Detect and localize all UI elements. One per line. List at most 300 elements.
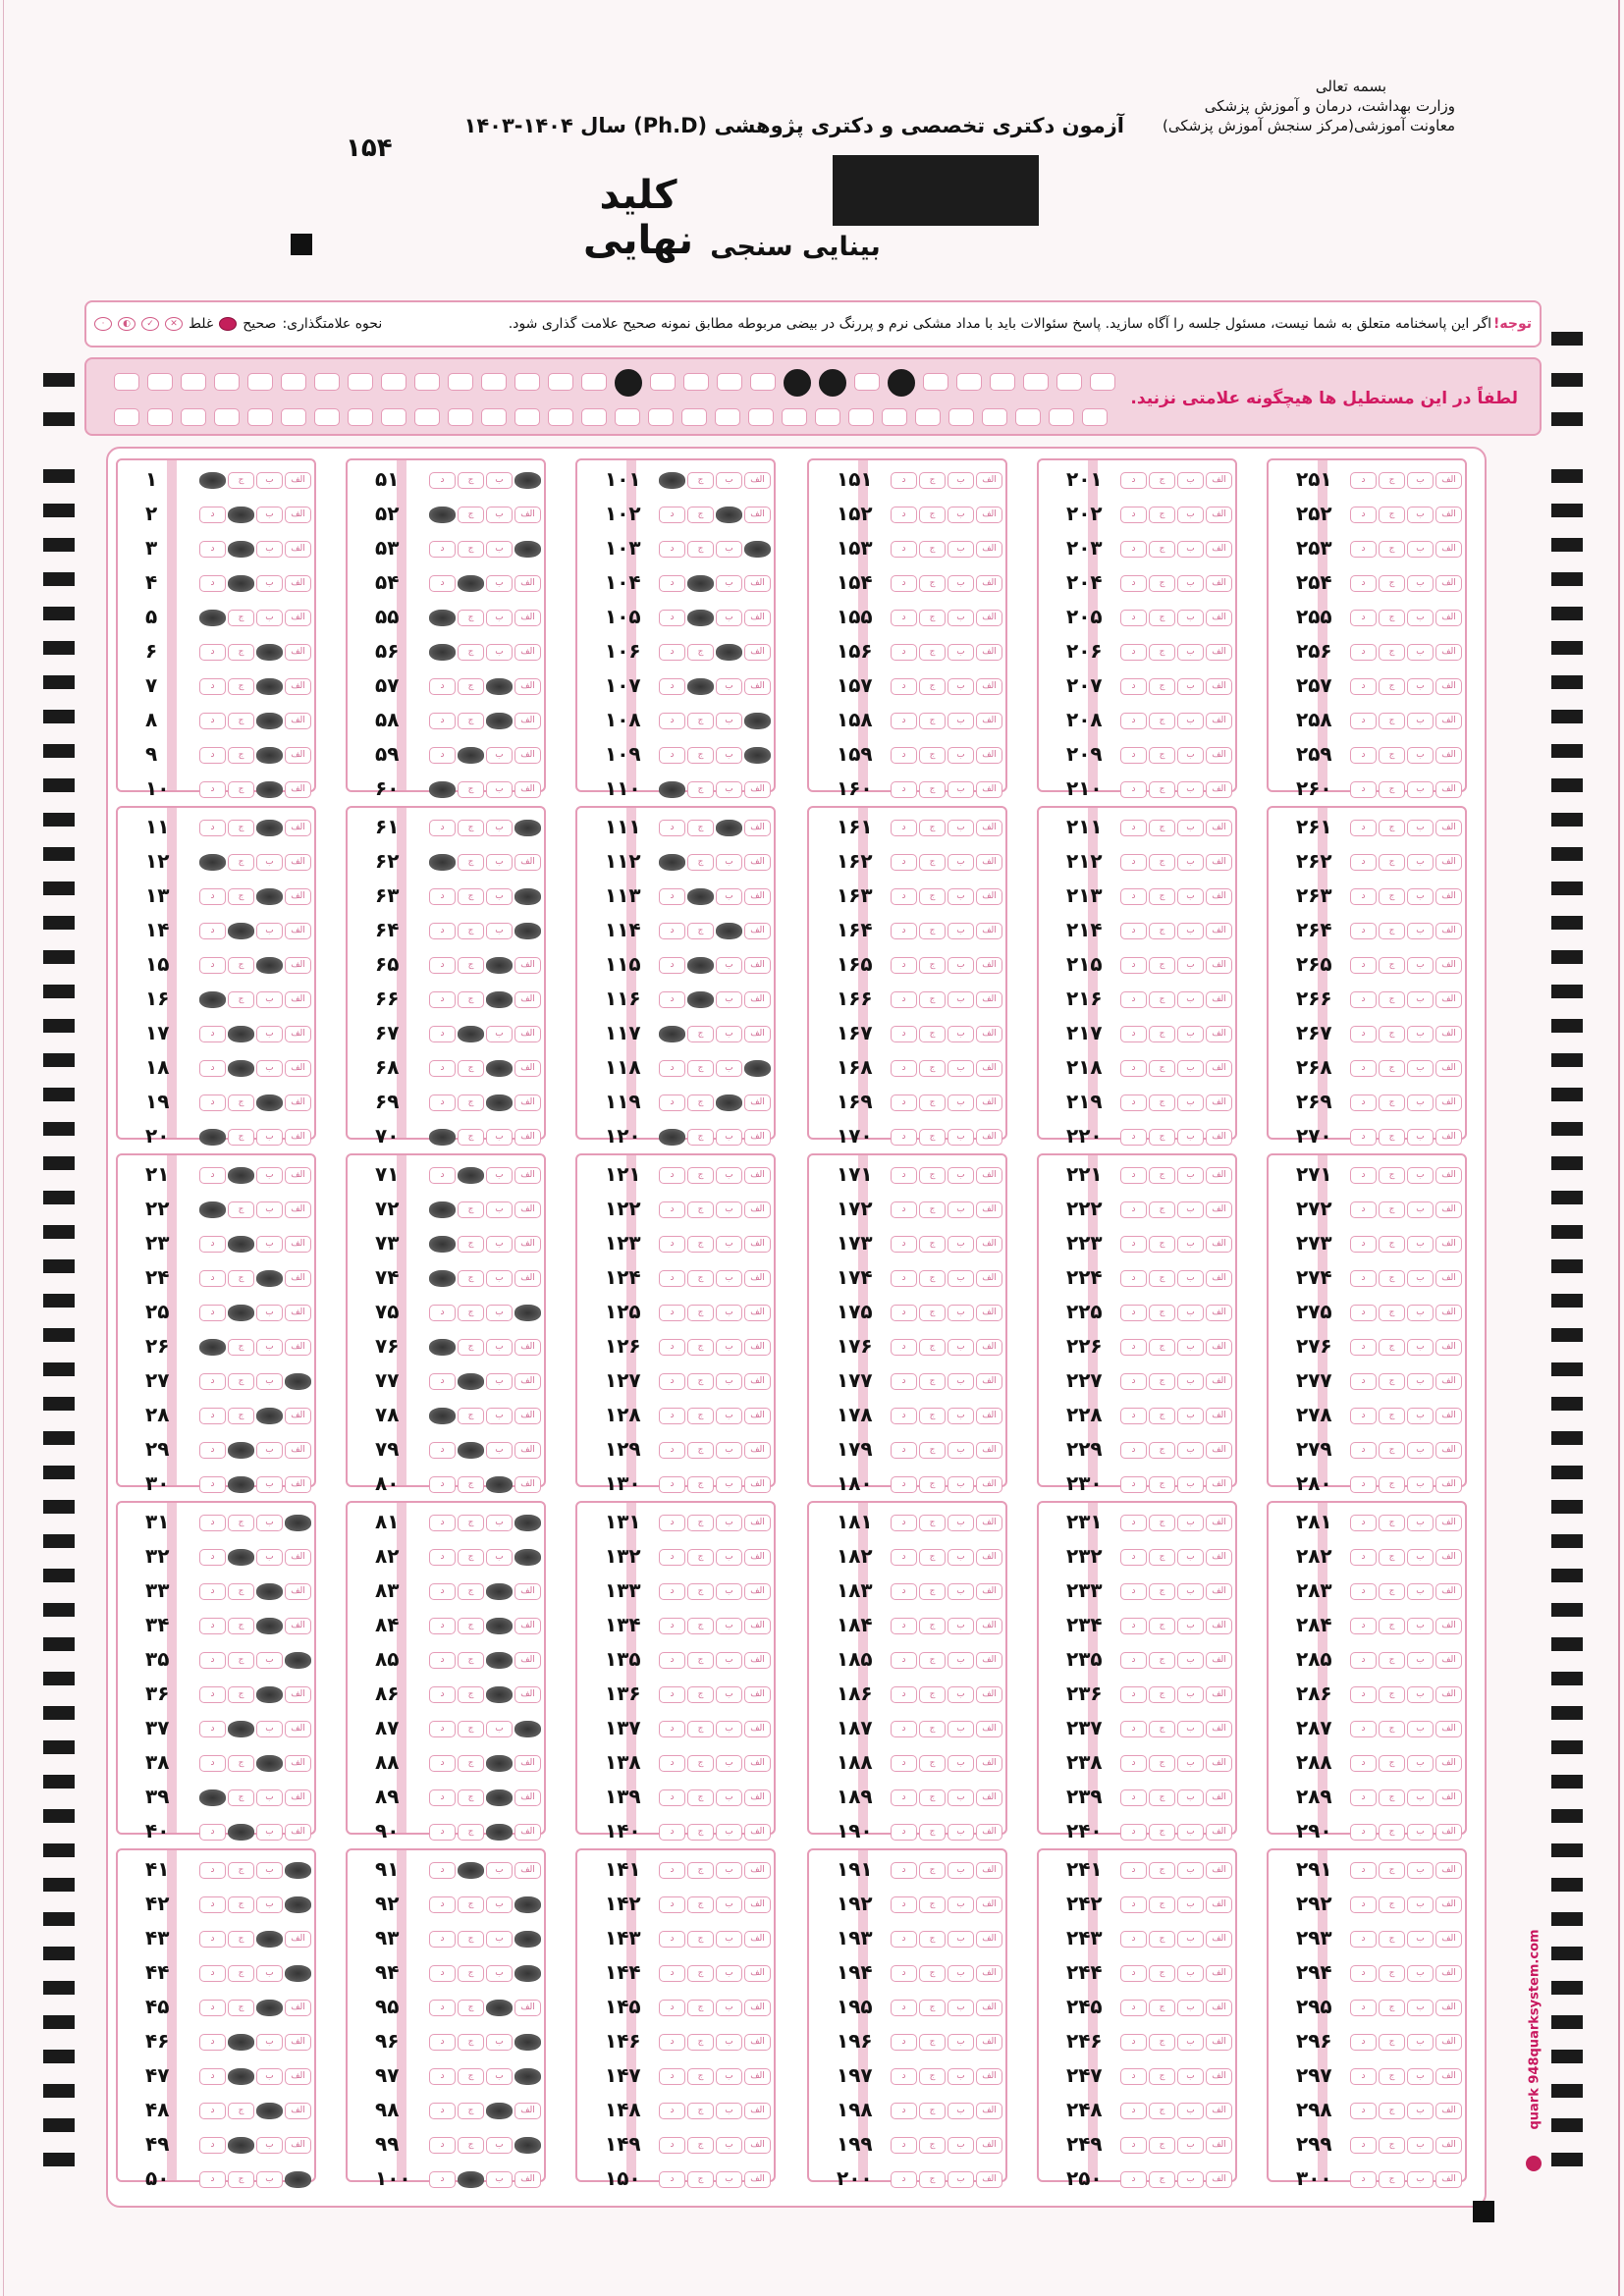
answer-bubble[interactable]: ج <box>1379 2034 1405 2051</box>
answer-bubble[interactable]: الف <box>514 1270 541 1287</box>
answer-bubble[interactable]: د <box>891 781 917 798</box>
answer-bubble[interactable]: ج <box>458 1270 484 1287</box>
answer-bubble[interactable]: ج <box>687 1305 714 1321</box>
answer-bubble[interactable]: ج <box>228 2171 254 2188</box>
answer-bubble[interactable]: ب <box>716 1931 742 1948</box>
answer-bubble[interactable]: د <box>891 1965 917 1982</box>
answer-bubble[interactable]: ب <box>947 472 974 489</box>
answer-bubble[interactable]: ج <box>687 1442 714 1459</box>
answer-bubble[interactable]: ج <box>228 854 254 871</box>
answer-bubble[interactable]: الف <box>744 991 771 1008</box>
answer-bubble[interactable]: ج <box>458 1652 484 1669</box>
answer-bubble[interactable] <box>256 1583 283 1600</box>
answer-bubble[interactable]: د <box>659 644 685 661</box>
answer-bubble[interactable]: ج <box>919 1201 946 1218</box>
answer-bubble[interactable]: ج <box>1379 713 1405 729</box>
answer-bubble[interactable]: ب <box>256 1060 283 1077</box>
answer-bubble[interactable]: الف <box>976 1167 1002 1184</box>
answer-bubble[interactable] <box>514 541 541 558</box>
answer-bubble[interactable]: د <box>891 1824 917 1841</box>
answer-bubble[interactable]: د <box>1350 507 1377 523</box>
answer-bubble[interactable]: ج <box>1379 1408 1405 1424</box>
answer-bubble[interactable]: الف <box>976 1686 1002 1703</box>
answer-bubble[interactable]: ج <box>919 575 946 592</box>
answer-bubble[interactable]: ج <box>1149 1373 1175 1390</box>
answer-bubble[interactable]: الف <box>976 923 1002 939</box>
answer-bubble[interactable]: ب <box>947 1862 974 1879</box>
answer-bubble[interactable] <box>228 1236 254 1253</box>
answer-bubble[interactable]: ج <box>228 1618 254 1634</box>
answer-bubble[interactable]: ب <box>1177 1305 1204 1321</box>
answer-bubble[interactable]: د <box>429 991 456 1008</box>
answer-bubble[interactable]: ب <box>256 2034 283 2051</box>
answer-bubble[interactable]: ب <box>716 888 742 905</box>
answer-bubble[interactable]: الف <box>514 678 541 695</box>
answer-bubble[interactable]: ج <box>919 1965 946 1982</box>
answer-bubble[interactable]: ب <box>486 507 513 523</box>
answer-bubble[interactable]: الف <box>744 1201 771 1218</box>
answer-bubble[interactable]: ج <box>687 1129 714 1146</box>
answer-bubble[interactable]: ب <box>1177 1515 1204 1531</box>
answer-bubble[interactable]: د <box>199 1095 226 1111</box>
answer-bubble[interactable]: د <box>429 2068 456 2085</box>
answer-bubble[interactable]: د <box>1350 1652 1377 1669</box>
answer-bubble[interactable]: د <box>891 1515 917 1531</box>
answer-bubble[interactable]: ج <box>228 1201 254 1218</box>
answer-bubble[interactable]: ج <box>1149 713 1175 729</box>
answer-bubble[interactable] <box>486 1789 513 1806</box>
answer-bubble[interactable]: ب <box>486 575 513 592</box>
answer-bubble[interactable]: د <box>429 1305 456 1321</box>
answer-bubble[interactable]: د <box>1120 678 1147 695</box>
answer-bubble[interactable]: د <box>429 575 456 592</box>
answer-bubble[interactable]: ج <box>687 1270 714 1287</box>
answer-bubble[interactable]: الف <box>976 1129 1002 1146</box>
answer-bubble[interactable]: ب <box>1177 575 1204 592</box>
answer-bubble[interactable]: ب <box>256 1476 283 1493</box>
answer-bubble[interactable]: ج <box>1149 957 1175 974</box>
answer-bubble[interactable]: ج <box>687 1236 714 1253</box>
answer-bubble[interactable]: ج <box>228 957 254 974</box>
answer-bubble[interactable]: ب <box>486 1167 513 1184</box>
answer-bubble[interactable] <box>486 1686 513 1703</box>
answer-bubble[interactable]: ج <box>1149 678 1175 695</box>
answer-bubble[interactable]: ج <box>1379 1965 1405 1982</box>
answer-bubble[interactable]: الف <box>744 1896 771 1913</box>
answer-bubble[interactable]: ج <box>1379 2171 1405 2188</box>
answer-bubble[interactable]: ج <box>687 1824 714 1841</box>
answer-bubble[interactable]: د <box>659 1896 685 1913</box>
answer-bubble[interactable]: د <box>659 1721 685 1737</box>
answer-bubble[interactable]: ب <box>1177 1965 1204 1982</box>
answer-bubble[interactable]: ب <box>1177 1339 1204 1356</box>
answer-bubble[interactable]: ب <box>947 575 974 592</box>
answer-bubble[interactable]: د <box>891 472 917 489</box>
answer-bubble[interactable]: ج <box>687 1339 714 1356</box>
answer-bubble[interactable] <box>486 1618 513 1634</box>
answer-bubble[interactable]: الف <box>976 2034 1002 2051</box>
answer-bubble[interactable]: الف <box>1206 2068 1232 2085</box>
answer-bubble[interactable]: ب <box>1407 2034 1434 2051</box>
answer-bubble[interactable]: د <box>429 1549 456 1566</box>
answer-bubble[interactable]: د <box>1120 1026 1147 1042</box>
answer-bubble[interactable]: ج <box>228 1515 254 1531</box>
answer-bubble[interactable]: ب <box>256 1789 283 1806</box>
answer-bubble[interactable]: ج <box>1149 1167 1175 1184</box>
answer-bubble[interactable]: ج <box>228 1652 254 1669</box>
answer-bubble[interactable]: د <box>199 1896 226 1913</box>
answer-bubble[interactable]: الف <box>1206 1896 1232 1913</box>
answer-bubble[interactable]: ب <box>716 854 742 871</box>
answer-bubble[interactable]: ب <box>486 1965 513 1982</box>
answer-bubble[interactable]: د <box>891 610 917 626</box>
answer-bubble[interactable]: د <box>1350 1824 1377 1841</box>
answer-bubble[interactable]: ج <box>1149 1652 1175 1669</box>
answer-bubble[interactable]: الف <box>285 1686 311 1703</box>
answer-bubble[interactable]: الف <box>285 1305 311 1321</box>
answer-bubble[interactable] <box>199 610 226 626</box>
answer-bubble[interactable]: ب <box>1407 1618 1434 1634</box>
answer-bubble[interactable]: د <box>659 957 685 974</box>
answer-bubble[interactable]: د <box>659 541 685 558</box>
answer-bubble[interactable]: الف <box>744 575 771 592</box>
answer-bubble[interactable]: الف <box>744 1305 771 1321</box>
answer-bubble[interactable]: ج <box>458 1339 484 1356</box>
answer-bubble[interactable]: ب <box>947 610 974 626</box>
answer-bubble[interactable]: الف <box>1206 1129 1232 1146</box>
answer-bubble[interactable]: د <box>1120 1129 1147 1146</box>
answer-bubble[interactable]: الف <box>514 575 541 592</box>
answer-bubble[interactable] <box>256 678 283 695</box>
answer-bubble[interactable]: ج <box>1379 575 1405 592</box>
answer-bubble[interactable]: د <box>199 1583 226 1600</box>
answer-bubble[interactable]: د <box>1350 747 1377 764</box>
answer-bubble[interactable]: د <box>1350 610 1377 626</box>
answer-bubble[interactable]: د <box>659 1060 685 1077</box>
answer-bubble[interactable]: د <box>1350 1755 1377 1772</box>
answer-bubble[interactable]: الف <box>1435 1789 1462 1806</box>
answer-bubble[interactable] <box>256 1931 283 1948</box>
answer-bubble[interactable]: د <box>891 1896 917 1913</box>
answer-bubble[interactable]: الف <box>1206 644 1232 661</box>
answer-bubble[interactable]: د <box>199 1618 226 1634</box>
answer-bubble[interactable]: ب <box>1407 2000 1434 2016</box>
answer-bubble[interactable]: د <box>1350 1339 1377 1356</box>
answer-bubble[interactable] <box>228 923 254 939</box>
answer-bubble[interactable]: د <box>199 1862 226 1879</box>
answer-bubble[interactable]: ب <box>947 1442 974 1459</box>
answer-bubble[interactable]: د <box>199 2068 226 2085</box>
answer-bubble[interactable]: الف <box>744 1339 771 1356</box>
answer-bubble[interactable]: الف <box>744 1618 771 1634</box>
answer-bubble[interactable]: ج <box>228 1129 254 1146</box>
answer-bubble[interactable]: الف <box>1206 1862 1232 1879</box>
answer-bubble[interactable]: الف <box>1435 1201 1462 1218</box>
answer-bubble[interactable]: الف <box>976 507 1002 523</box>
answer-bubble[interactable] <box>256 781 283 798</box>
answer-bubble[interactable]: ب <box>947 1095 974 1111</box>
answer-bubble[interactable]: ب <box>716 1618 742 1634</box>
answer-bubble[interactable]: د <box>1120 2034 1147 2051</box>
answer-bubble[interactable]: ج <box>1379 1129 1405 1146</box>
answer-bubble[interactable]: ب <box>716 575 742 592</box>
answer-bubble[interactable]: د <box>199 2137 226 2154</box>
answer-bubble[interactable]: الف <box>1206 1095 1232 1111</box>
answer-bubble[interactable] <box>256 1095 283 1111</box>
answer-bubble[interactable]: الف <box>1206 991 1232 1008</box>
answer-bubble[interactable]: د <box>429 1060 456 1077</box>
answer-bubble[interactable]: الف <box>514 1686 541 1703</box>
answer-bubble[interactable]: ب <box>1177 1129 1204 1146</box>
answer-bubble[interactable]: د <box>1350 1789 1377 1806</box>
answer-bubble[interactable]: ب <box>716 1652 742 1669</box>
answer-bubble[interactable]: الف <box>1206 1408 1232 1424</box>
answer-bubble[interactable]: د <box>429 1721 456 1737</box>
answer-bubble[interactable]: د <box>1350 1896 1377 1913</box>
answer-bubble[interactable]: د <box>199 1305 226 1321</box>
answer-bubble[interactable] <box>285 1515 311 1531</box>
answer-bubble[interactable]: الف <box>1435 507 1462 523</box>
answer-bubble[interactable]: ب <box>486 1515 513 1531</box>
answer-bubble[interactable]: د <box>199 888 226 905</box>
answer-bubble[interactable]: د <box>659 1824 685 1841</box>
answer-bubble[interactable]: الف <box>1435 1167 1462 1184</box>
answer-bubble[interactable]: الف <box>285 2034 311 2051</box>
answer-bubble[interactable]: د <box>1120 1652 1147 1669</box>
answer-bubble[interactable]: د <box>659 1476 685 1493</box>
answer-bubble[interactable]: ج <box>458 1896 484 1913</box>
answer-bubble[interactable]: ج <box>919 820 946 836</box>
answer-bubble[interactable]: ج <box>919 1476 946 1493</box>
answer-bubble[interactable]: ج <box>687 472 714 489</box>
answer-bubble[interactable] <box>514 888 541 905</box>
answer-bubble[interactable]: ب <box>1177 1270 1204 1287</box>
answer-bubble[interactable]: الف <box>976 1931 1002 1948</box>
answer-bubble[interactable]: ب <box>716 1476 742 1493</box>
answer-bubble[interactable]: ج <box>1149 747 1175 764</box>
answer-bubble[interactable] <box>429 1129 456 1146</box>
answer-bubble[interactable]: الف <box>1206 610 1232 626</box>
answer-bubble[interactable] <box>199 854 226 871</box>
answer-bubble[interactable]: ب <box>1177 2137 1204 2154</box>
answer-bubble[interactable]: ب <box>947 991 974 1008</box>
answer-bubble[interactable]: الف <box>1206 472 1232 489</box>
answer-bubble[interactable]: ب <box>256 541 283 558</box>
answer-bubble[interactable]: د <box>891 1129 917 1146</box>
answer-bubble[interactable]: د <box>659 1305 685 1321</box>
answer-bubble[interactable]: الف <box>1206 1965 1232 1982</box>
answer-bubble[interactable]: ب <box>1177 1408 1204 1424</box>
answer-bubble[interactable]: الف <box>514 991 541 1008</box>
answer-bubble[interactable]: الف <box>744 610 771 626</box>
answer-bubble[interactable]: ج <box>687 781 714 798</box>
answer-bubble[interactable]: الف <box>1435 1686 1462 1703</box>
answer-bubble[interactable]: د <box>659 1583 685 1600</box>
answer-bubble[interactable]: الف <box>976 1515 1002 1531</box>
answer-bubble[interactable]: الف <box>285 1167 311 1184</box>
answer-bubble[interactable]: ج <box>458 1305 484 1321</box>
answer-bubble[interactable]: د <box>1350 2034 1377 2051</box>
answer-bubble[interactable]: ج <box>228 678 254 695</box>
answer-bubble[interactable] <box>486 2000 513 2016</box>
answer-bubble[interactable]: الف <box>744 957 771 974</box>
answer-bubble[interactable]: الف <box>1206 747 1232 764</box>
answer-bubble[interactable]: ج <box>1379 1931 1405 1948</box>
answer-bubble[interactable]: الف <box>285 2000 311 2016</box>
answer-bubble[interactable]: د <box>1120 1862 1147 1879</box>
answer-bubble[interactable]: ب <box>486 644 513 661</box>
answer-bubble[interactable]: د <box>891 1931 917 1948</box>
answer-bubble[interactable]: ب <box>256 1167 283 1184</box>
answer-bubble[interactable]: ب <box>486 1721 513 1737</box>
answer-bubble[interactable]: ج <box>228 781 254 798</box>
answer-bubble[interactable]: د <box>891 1270 917 1287</box>
answer-bubble[interactable]: ب <box>1407 1583 1434 1600</box>
answer-bubble[interactable]: ج <box>1379 1167 1405 1184</box>
answer-bubble[interactable]: د <box>1120 1931 1147 1948</box>
answer-bubble[interactable]: ج <box>919 1236 946 1253</box>
answer-bubble[interactable]: الف <box>1206 541 1232 558</box>
answer-bubble[interactable]: ب <box>1407 1236 1434 1253</box>
answer-bubble[interactable]: د <box>1350 1408 1377 1424</box>
answer-bubble[interactable]: د <box>1120 1965 1147 1982</box>
answer-bubble[interactable]: الف <box>1206 820 1232 836</box>
answer-bubble[interactable]: ب <box>1407 1755 1434 1772</box>
answer-bubble[interactable]: الف <box>976 2171 1002 2188</box>
answer-bubble[interactable]: ج <box>919 1824 946 1841</box>
answer-bubble[interactable]: ج <box>1149 1896 1175 1913</box>
answer-bubble[interactable]: ب <box>947 713 974 729</box>
answer-bubble[interactable]: الف <box>1206 1270 1232 1287</box>
answer-bubble[interactable]: د <box>199 957 226 974</box>
answer-bubble[interactable]: د <box>1120 781 1147 798</box>
answer-bubble[interactable]: ج <box>458 1686 484 1703</box>
answer-bubble[interactable]: الف <box>1435 2000 1462 2016</box>
answer-bubble[interactable]: ب <box>256 1129 283 1146</box>
answer-bubble[interactable]: ج <box>1149 2103 1175 2119</box>
answer-bubble[interactable]: ج <box>687 1095 714 1111</box>
answer-bubble[interactable]: ب <box>1407 1167 1434 1184</box>
answer-bubble[interactable] <box>514 472 541 489</box>
answer-bubble[interactable]: الف <box>285 1755 311 1772</box>
answer-bubble[interactable]: الف <box>976 2103 1002 2119</box>
answer-bubble[interactable]: د <box>1350 888 1377 905</box>
answer-bubble[interactable]: الف <box>976 1583 1002 1600</box>
answer-bubble[interactable]: ب <box>716 1236 742 1253</box>
answer-bubble[interactable]: الف <box>744 1236 771 1253</box>
answer-bubble[interactable]: ج <box>458 1931 484 1948</box>
answer-bubble[interactable]: الف <box>976 1305 1002 1321</box>
answer-bubble[interactable]: ب <box>1407 2137 1434 2154</box>
answer-bubble[interactable]: ج <box>1149 1339 1175 1356</box>
answer-bubble[interactable]: الف <box>514 1026 541 1042</box>
answer-bubble[interactable] <box>285 1373 311 1390</box>
answer-bubble[interactable]: ج <box>458 1789 484 1806</box>
answer-bubble[interactable]: الف <box>744 2171 771 2188</box>
answer-bubble[interactable]: ج <box>458 2137 484 2154</box>
answer-bubble[interactable]: الف <box>1435 1549 1462 1566</box>
answer-bubble[interactable]: ج <box>1149 541 1175 558</box>
answer-bubble[interactable] <box>514 1305 541 1321</box>
answer-bubble[interactable]: د <box>659 2171 685 2188</box>
answer-bubble[interactable]: ج <box>919 854 946 871</box>
answer-bubble[interactable]: ج <box>458 957 484 974</box>
answer-bubble[interactable]: د <box>891 1789 917 1806</box>
answer-bubble[interactable]: د <box>199 2000 226 2016</box>
answer-bubble[interactable]: ب <box>256 1515 283 1531</box>
answer-bubble[interactable]: د <box>1350 1583 1377 1600</box>
answer-bubble[interactable]: ب <box>256 2068 283 2085</box>
answer-bubble[interactable]: الف <box>1206 1686 1232 1703</box>
answer-bubble[interactable]: الف <box>1435 1236 1462 1253</box>
answer-bubble[interactable]: ب <box>486 1373 513 1390</box>
answer-bubble[interactable]: ج <box>919 1305 946 1321</box>
answer-bubble[interactable]: ب <box>947 1652 974 1669</box>
answer-bubble[interactable]: الف <box>976 575 1002 592</box>
answer-bubble[interactable]: ج <box>919 957 946 974</box>
answer-bubble[interactable]: ج <box>1379 1896 1405 1913</box>
answer-bubble[interactable]: ب <box>716 610 742 626</box>
answer-bubble[interactable]: ب <box>1177 1442 1204 1459</box>
answer-bubble[interactable]: ج <box>919 2000 946 2016</box>
answer-bubble[interactable]: ب <box>486 923 513 939</box>
answer-bubble[interactable]: ج <box>1379 781 1405 798</box>
answer-bubble[interactable]: الف <box>514 854 541 871</box>
answer-bubble[interactable]: د <box>429 1686 456 1703</box>
answer-bubble[interactable]: د <box>429 1755 456 1772</box>
answer-bubble[interactable]: ب <box>1177 1931 1204 1948</box>
answer-bubble[interactable]: د <box>199 1026 226 1042</box>
answer-bubble[interactable]: د <box>199 575 226 592</box>
answer-bubble[interactable]: الف <box>514 1201 541 1218</box>
answer-bubble[interactable]: ب <box>1407 991 1434 1008</box>
answer-bubble[interactable]: ج <box>458 644 484 661</box>
answer-bubble[interactable]: د <box>429 2034 456 2051</box>
answer-bubble[interactable]: الف <box>1435 2034 1462 2051</box>
answer-bubble[interactable] <box>199 1201 226 1218</box>
answer-bubble[interactable]: ج <box>1149 1442 1175 1459</box>
answer-bubble[interactable]: د <box>891 2000 917 2016</box>
answer-bubble[interactable] <box>429 1339 456 1356</box>
answer-bubble[interactable]: د <box>1350 1686 1377 1703</box>
answer-bubble[interactable]: ب <box>1177 1755 1204 1772</box>
answer-bubble[interactable]: ج <box>1149 2034 1175 2051</box>
answer-bubble[interactable]: ب <box>716 1549 742 1566</box>
answer-bubble[interactable]: ب <box>256 2171 283 2188</box>
answer-bubble[interactable]: ب <box>716 1339 742 1356</box>
answer-bubble[interactable]: الف <box>514 1789 541 1806</box>
answer-bubble[interactable]: د <box>659 1095 685 1111</box>
answer-bubble[interactable]: د <box>891 1755 917 1772</box>
answer-bubble[interactable]: ب <box>1407 1270 1434 1287</box>
answer-bubble[interactable]: د <box>1350 1167 1377 1184</box>
answer-bubble[interactable]: الف <box>285 1236 311 1253</box>
answer-bubble[interactable]: ب <box>716 1965 742 1982</box>
answer-bubble[interactable]: ج <box>1149 507 1175 523</box>
answer-bubble[interactable]: ج <box>919 1652 946 1669</box>
answer-bubble[interactable]: ج <box>1149 1618 1175 1634</box>
answer-bubble[interactable]: ج <box>687 2068 714 2085</box>
answer-bubble[interactable]: الف <box>514 1442 541 1459</box>
answer-bubble[interactable]: د <box>199 1236 226 1253</box>
answer-bubble[interactable]: ب <box>1407 2068 1434 2085</box>
answer-bubble[interactable] <box>256 957 283 974</box>
answer-bubble[interactable]: ب <box>256 991 283 1008</box>
answer-bubble[interactable]: د <box>891 854 917 871</box>
answer-bubble[interactable]: الف <box>1435 1129 1462 1146</box>
answer-bubble[interactable] <box>486 1060 513 1077</box>
answer-bubble[interactable]: ب <box>486 747 513 764</box>
